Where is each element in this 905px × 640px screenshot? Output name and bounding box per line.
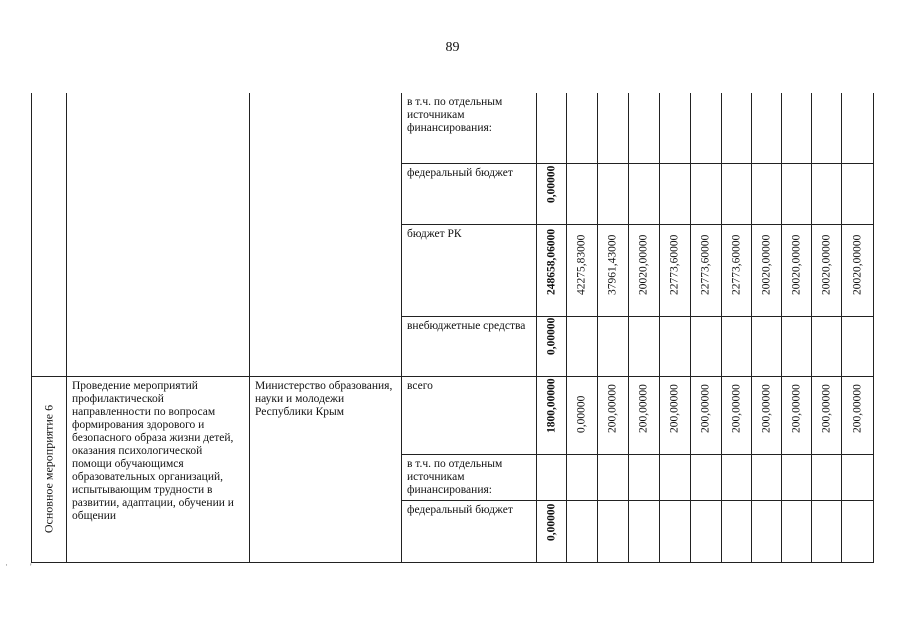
source-text: федеральный бюджет (407, 503, 513, 516)
year-cell (629, 163, 660, 224)
year-value: 200,00000 (820, 383, 832, 433)
year-cell (660, 454, 691, 500)
source-text: бюджет РК (407, 227, 462, 240)
executor-cell (250, 376, 402, 562)
year-cell (842, 500, 874, 562)
year-value: 22773,60000 (699, 234, 712, 295)
year-value: 200,00000 (790, 383, 802, 433)
empty-activity-cell (67, 93, 250, 376)
page-number: 89 (445, 40, 460, 55)
year-cell (842, 316, 874, 376)
total-value: 0,00000 (545, 317, 557, 355)
activity-name-cell (67, 376, 250, 562)
year-cell (812, 376, 842, 454)
source-cell (402, 454, 537, 500)
year-cell (782, 376, 812, 454)
year-cell (842, 376, 874, 454)
year-cell (691, 224, 722, 316)
year-cell (629, 376, 660, 454)
year-cell (842, 93, 874, 163)
year-cell (598, 376, 629, 454)
year-value: 22773,60000 (730, 234, 742, 295)
budget-table (31, 93, 874, 563)
year-cell (629, 224, 660, 316)
total-cell (537, 454, 567, 500)
year-cell (567, 376, 598, 454)
year-cell (812, 224, 842, 316)
table-row (32, 376, 874, 454)
year-value: 200,00000 (637, 383, 650, 433)
year-cell (567, 224, 598, 316)
year-cell (567, 500, 598, 562)
year-cell (842, 454, 874, 500)
year-cell (567, 316, 598, 376)
year-value: 22773,60000 (668, 234, 681, 295)
year-cell (691, 163, 722, 224)
year-cell (752, 454, 782, 500)
year-value: 200,00000 (606, 383, 619, 433)
year-value: 42275,83000 (575, 234, 588, 295)
source-cell (402, 93, 537, 163)
source-text: всего (407, 379, 433, 392)
year-cell (629, 316, 660, 376)
year-value: 200,00000 (730, 383, 742, 433)
empty-executor-cell (250, 93, 402, 376)
year-value: 20020,00000 (820, 234, 832, 295)
source-cell (402, 316, 537, 376)
year-cell (752, 500, 782, 562)
year-cell (782, 224, 812, 316)
year-cell (629, 500, 660, 562)
total-cell (537, 163, 567, 224)
year-cell (842, 224, 874, 316)
year-value: 20020,00000 (637, 234, 650, 295)
year-cell (782, 316, 812, 376)
source-text: федеральный бюджет (407, 166, 513, 179)
year-cell (812, 93, 842, 163)
year-cell (722, 376, 752, 454)
total-value: 0,00000 (545, 165, 557, 203)
year-value: 200,00000 (760, 383, 772, 433)
total-cell (537, 93, 567, 163)
year-cell (691, 454, 722, 500)
year-value: 20020,00000 (760, 234, 772, 295)
year-cell (842, 163, 874, 224)
table-row (32, 93, 874, 163)
year-cell (722, 454, 752, 500)
total-value: 1800,00000 (545, 377, 557, 433)
activity-name: Проведение мероприятий профилактической направленности по вопросам формирования здорового и безопасного образа жизни детей, оказания психологической помощи обучающимся образовательных организаций, испытывающим трудности в развитии, адаптации, обучении и общении (72, 379, 234, 522)
empty-label-cell (32, 93, 67, 376)
year-cell (752, 93, 782, 163)
year-cell (567, 163, 598, 224)
year-cell (722, 93, 752, 163)
year-cell (598, 93, 629, 163)
scan-speck: ' (30, 562, 32, 572)
source-cell (402, 224, 537, 316)
scan-speck: · (5, 560, 8, 570)
source-text: в т.ч. по отдельным источникам финансирования: (407, 457, 503, 496)
year-cell (598, 224, 629, 316)
year-cell (567, 454, 598, 500)
year-cell (598, 500, 629, 562)
year-cell (752, 376, 782, 454)
year-cell (812, 454, 842, 500)
source-cell (402, 500, 537, 562)
year-cell (691, 500, 722, 562)
total-value: 248658,06000 (545, 228, 557, 295)
year-cell (691, 93, 722, 163)
total-value: 0,00000 (545, 503, 557, 541)
year-cell (598, 454, 629, 500)
year-cell (752, 316, 782, 376)
year-value: 200,00000 (668, 383, 681, 433)
year-cell (629, 93, 660, 163)
year-cell (722, 163, 752, 224)
year-cell (812, 163, 842, 224)
year-cell (567, 93, 598, 163)
year-cell (722, 500, 752, 562)
year-cell (660, 163, 691, 224)
year-cell (752, 224, 782, 316)
source-text: в т.ч. по отдельным источникам финансирования: (407, 96, 503, 134)
year-cell (782, 454, 812, 500)
year-value: 200,00000 (851, 383, 863, 433)
year-value: 0,00000 (575, 395, 588, 433)
year-cell (722, 316, 752, 376)
total-cell (537, 500, 567, 562)
year-cell (660, 224, 691, 316)
year-cell (812, 500, 842, 562)
year-cell (691, 376, 722, 454)
year-cell (722, 224, 752, 316)
year-cell (660, 500, 691, 562)
year-cell (752, 163, 782, 224)
year-value: 200,00000 (699, 383, 712, 433)
year-cell (782, 500, 812, 562)
year-cell (782, 163, 812, 224)
year-cell (782, 93, 812, 163)
activity-label-cell (32, 376, 67, 562)
source-cell (402, 376, 537, 454)
year-cell (660, 93, 691, 163)
year-cell (629, 454, 660, 500)
total-cell (537, 224, 567, 316)
year-value: 20020,00000 (790, 234, 802, 295)
year-value: 37961,43000 (606, 234, 619, 295)
year-cell (660, 316, 691, 376)
year-cell (598, 316, 629, 376)
total-cell (537, 376, 567, 454)
year-cell (660, 376, 691, 454)
executor-name: Министерство образования, науки и молодежи Республики Крым (255, 379, 393, 418)
year-cell (812, 316, 842, 376)
activity-label: Основное мероприятие 6 (41, 404, 56, 534)
source-text: внебюджетные средства (407, 319, 526, 332)
year-cell (691, 316, 722, 376)
year-cell (598, 163, 629, 224)
source-cell (402, 163, 537, 224)
year-value: 20020,00000 (851, 234, 863, 295)
total-cell (537, 316, 567, 376)
